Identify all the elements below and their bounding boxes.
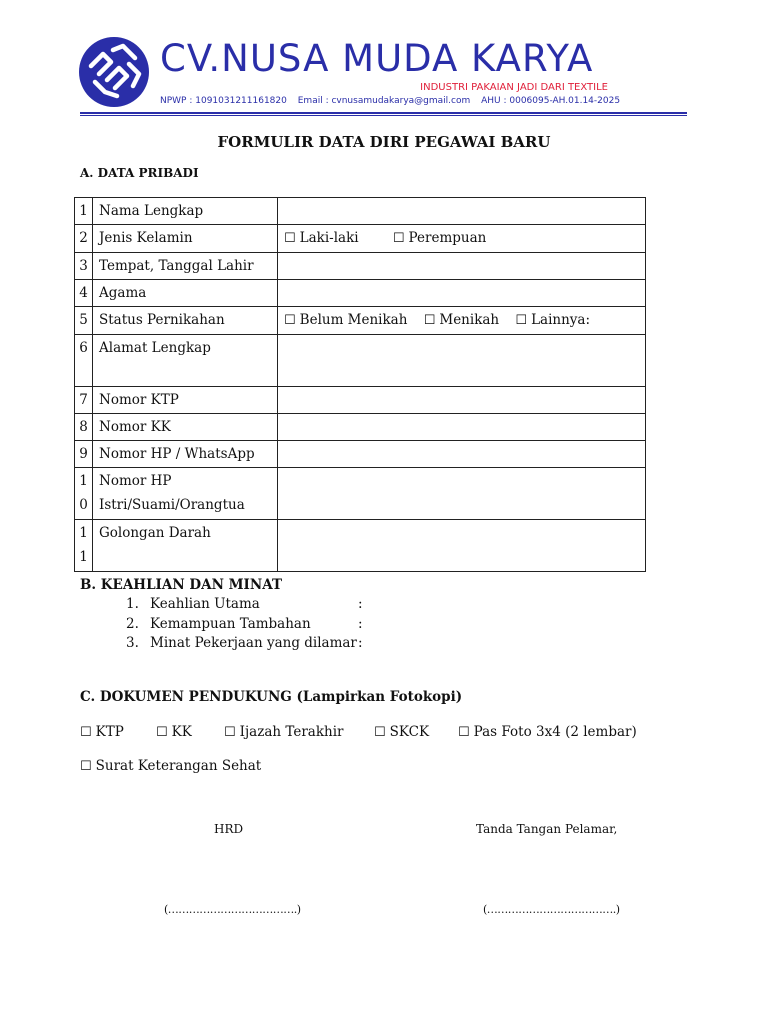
- row-label: Jenis Kelamin: [93, 225, 278, 253]
- option-label: Lainnya:: [531, 312, 591, 328]
- skill-colon: :: [358, 616, 363, 632]
- email-text: Email : cvnusamudakarya@gmail.com: [297, 96, 471, 106]
- gender-option-male[interactable]: [284, 226, 359, 251]
- marital-option-other[interactable]: [515, 308, 590, 333]
- table-row: [75, 468, 646, 520]
- checkbox-icon: ☐: [458, 725, 470, 740]
- table-row: [75, 307, 646, 335]
- header-divider-thin: [80, 115, 687, 116]
- row-label-line: Istri/Suami/Orangtua: [99, 497, 245, 513]
- row-number: 4: [75, 280, 93, 307]
- row-label: Nomor KTP: [93, 387, 278, 414]
- table-row: [75, 387, 646, 414]
- checkbox-icon: ☐: [515, 313, 528, 328]
- doc-label: KTP: [95, 724, 124, 740]
- section-a-title: A. DATA PRIBADI: [80, 166, 199, 180]
- row-number-line: 1: [79, 549, 88, 565]
- doc-label: Surat Keterangan Sehat: [95, 758, 262, 774]
- row-number-line: 0: [79, 497, 88, 513]
- table-row: [75, 225, 646, 253]
- family-phone-field[interactable]: [278, 468, 646, 520]
- company-contact-info: [160, 96, 628, 106]
- doc-checkbox-skck[interactable]: [374, 724, 429, 740]
- hrd-signature-label: HRD: [214, 822, 244, 836]
- row-label: Tempat, Tanggal Lahir: [93, 253, 278, 280]
- checkbox-icon: ☐: [284, 231, 296, 246]
- doc-label: Ijazah Terakhir: [239, 724, 344, 740]
- table-row: [75, 198, 646, 225]
- row-number: 5: [75, 307, 93, 335]
- checkbox-icon: ☐: [374, 725, 386, 740]
- table-row: [75, 414, 646, 441]
- company-tagline: INDUSTRI PAKAIAN JADI DARI TEXTILE: [420, 82, 608, 93]
- row-label: Alamat Lengkap: [93, 335, 278, 387]
- address-field[interactable]: [278, 335, 646, 387]
- form-title: FORMULIR DATA DIRI PEGAWAI BARU: [217, 133, 551, 151]
- row-number: [75, 520, 93, 572]
- marital-option-single[interactable]: [284, 308, 407, 333]
- table-row: [75, 280, 646, 307]
- skill-item: [126, 596, 363, 612]
- doc-label: Pas Foto 3x4 (2 lembar): [473, 724, 637, 740]
- section-b-title: B. KEAHLIAN DAN MINAT: [80, 577, 282, 593]
- option-label: Laki-laki: [299, 230, 359, 246]
- doc-checkbox-ijazah[interactable]: [224, 724, 343, 740]
- row-label: Nomor HP / WhatsApp: [93, 441, 278, 468]
- skill-item: [126, 616, 363, 632]
- hrd-signature-line[interactable]: (……………………………….): [164, 903, 301, 916]
- table-row: [75, 441, 646, 468]
- skill-colon: :: [358, 596, 363, 612]
- row-label-line: Nomor HP: [99, 473, 172, 489]
- kk-number-field[interactable]: [278, 414, 646, 441]
- doc-label: SKCK: [389, 724, 430, 740]
- row-number: 7: [75, 387, 93, 414]
- option-label: Menikah: [439, 312, 500, 328]
- applicant-signature-label: Tanda Tangan Pelamar,: [476, 822, 618, 836]
- row-number-line: 1: [79, 525, 88, 541]
- doc-checkbox-ktp[interactable]: [80, 724, 124, 740]
- birth-place-date-field[interactable]: [278, 253, 646, 280]
- marital-status-field: [278, 307, 646, 335]
- skill-item: [126, 635, 363, 651]
- npwp-text: NPWP : 1091031211161820: [160, 96, 287, 106]
- row-number: 6: [75, 335, 93, 387]
- blood-type-field[interactable]: [278, 520, 646, 572]
- applicant-signature-line[interactable]: (……………………………….): [483, 903, 620, 916]
- full-name-field[interactable]: [278, 198, 646, 225]
- checkbox-icon: ☐: [284, 313, 296, 328]
- section-c-title: C. DOKUMEN PENDUKUNG (Lampirkan Fotokopi): [80, 689, 463, 705]
- skill-label: Minat Pekerjaan yang dilamar: [150, 635, 357, 651]
- skill-number: 3.: [126, 635, 139, 651]
- ktp-number-field[interactable]: [278, 387, 646, 414]
- row-label: Nomor KK: [93, 414, 278, 441]
- row-label: Nama Lengkap: [93, 198, 278, 225]
- gender-option-female[interactable]: [393, 226, 486, 251]
- row-number: 8: [75, 414, 93, 441]
- table-row: [75, 335, 646, 387]
- ahu-text: AHU : 0006095-AH.01.14-2025: [481, 96, 621, 106]
- skill-number: 1.: [126, 596, 139, 612]
- checkbox-icon: ☐: [80, 725, 92, 740]
- skill-number: 2.: [126, 616, 139, 632]
- option-label: Belum Menikah: [299, 312, 408, 328]
- phone-whatsapp-field[interactable]: [278, 441, 646, 468]
- row-label: Agama: [93, 280, 278, 307]
- table-row: [75, 253, 646, 280]
- religion-field[interactable]: [278, 280, 646, 307]
- gender-field: [278, 225, 646, 253]
- option-label: Perempuan: [408, 230, 487, 246]
- row-number: [75, 468, 93, 520]
- company-name: CV.NUSA MUDA KARYA: [160, 37, 594, 80]
- row-label: Status Pernikahan: [93, 307, 278, 335]
- row-number: 9: [75, 441, 93, 468]
- header-divider: [80, 112, 687, 114]
- checkbox-icon: ☐: [423, 313, 436, 328]
- checkbox-icon: ☐: [392, 231, 405, 246]
- row-number-line: 1: [79, 473, 88, 489]
- checkbox-icon: ☐: [80, 759, 92, 774]
- row-number: 3: [75, 253, 93, 280]
- skill-label: Keahlian Utama: [150, 596, 260, 612]
- doc-checkbox-kk[interactable]: [156, 724, 192, 740]
- skill-colon: :: [358, 635, 363, 651]
- doc-checkbox-surat-sehat[interactable]: [80, 758, 261, 774]
- row-label: Golongan Darah: [93, 520, 278, 572]
- row-number: 1: [75, 198, 93, 225]
- doc-checkbox-pas-foto[interactable]: [458, 724, 637, 740]
- row-number: 2: [75, 225, 93, 253]
- company-logo: [77, 36, 151, 108]
- marital-option-married[interactable]: [424, 308, 499, 333]
- table-row: [75, 520, 646, 572]
- doc-label: KK: [171, 724, 192, 740]
- row-label: [93, 468, 278, 520]
- skill-label: Kemampuan Tambahan: [150, 616, 311, 632]
- checkbox-icon: ☐: [224, 725, 236, 740]
- checkbox-icon: ☐: [156, 725, 168, 740]
- personal-data-table: [74, 197, 646, 572]
